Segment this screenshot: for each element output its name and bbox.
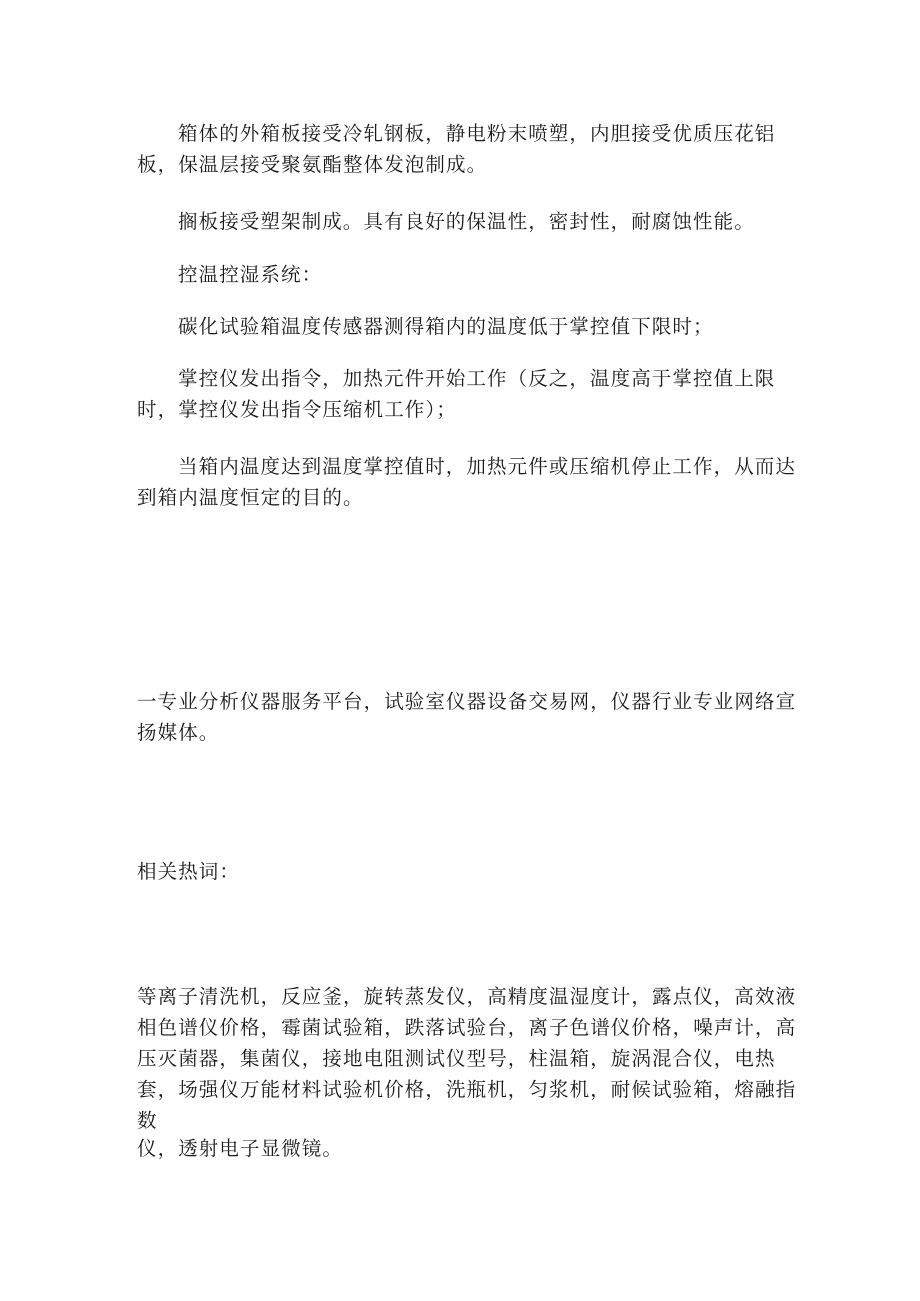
paragraph-cabinet-material: 箱体的外箱板接受冷轧钢板，静电粉末喷塑，内胆接受优质压花铝板，保温层接受聚氨酯整体发泡制成。 bbox=[137, 122, 776, 176]
related-keywords-list: 等离子清洗机，反应釜，旋转蒸发仪，高精度温湿度计，露点仪，高效液相色谱仪价格，霉菌试验箱，跌落试验台，离子色谱仪价格，噪声计，高压灭菌器，集菌仪，接地电阻测试仪型号，柱温箱，旋涡混合仪，电热套，场强仪万能材料试验机价格，洗瓶机，匀浆机，耐候试验箱，熔融指数 bbox=[137, 985, 797, 1132]
paragraph-controller: 掌控仪发出指令，加热元件开始工作（反之，温度高于掌控值上限时，掌控仪发出指令压缩机工作）； bbox=[137, 367, 776, 421]
paragraph-control-system-heading: 控温控湿系统： bbox=[178, 263, 323, 286]
related-keywords-list-end: 仪，透射电子显微镜。 bbox=[137, 1137, 344, 1160]
paragraph-sensor: 碳化试验箱温度传感器测得箱内的温度低于掌控值下限时； bbox=[178, 315, 714, 338]
paragraph-platform-description: 一专业分析仪器服务平台，试验室仪器设备交易网，仪器行业专业网络宣扬媒体。 bbox=[137, 690, 797, 744]
related-keywords-label: 相关热词： bbox=[137, 860, 241, 883]
paragraph-constant-temperature: 当箱内温度达到温度掌控值时，加热元件或压缩机停止工作，从而达到箱内温度恒定的目的。 bbox=[137, 455, 797, 509]
paragraph-shelf: 搁板接受塑架制成。具有良好的保温性，密封性，耐腐蚀性能。 bbox=[178, 210, 755, 233]
